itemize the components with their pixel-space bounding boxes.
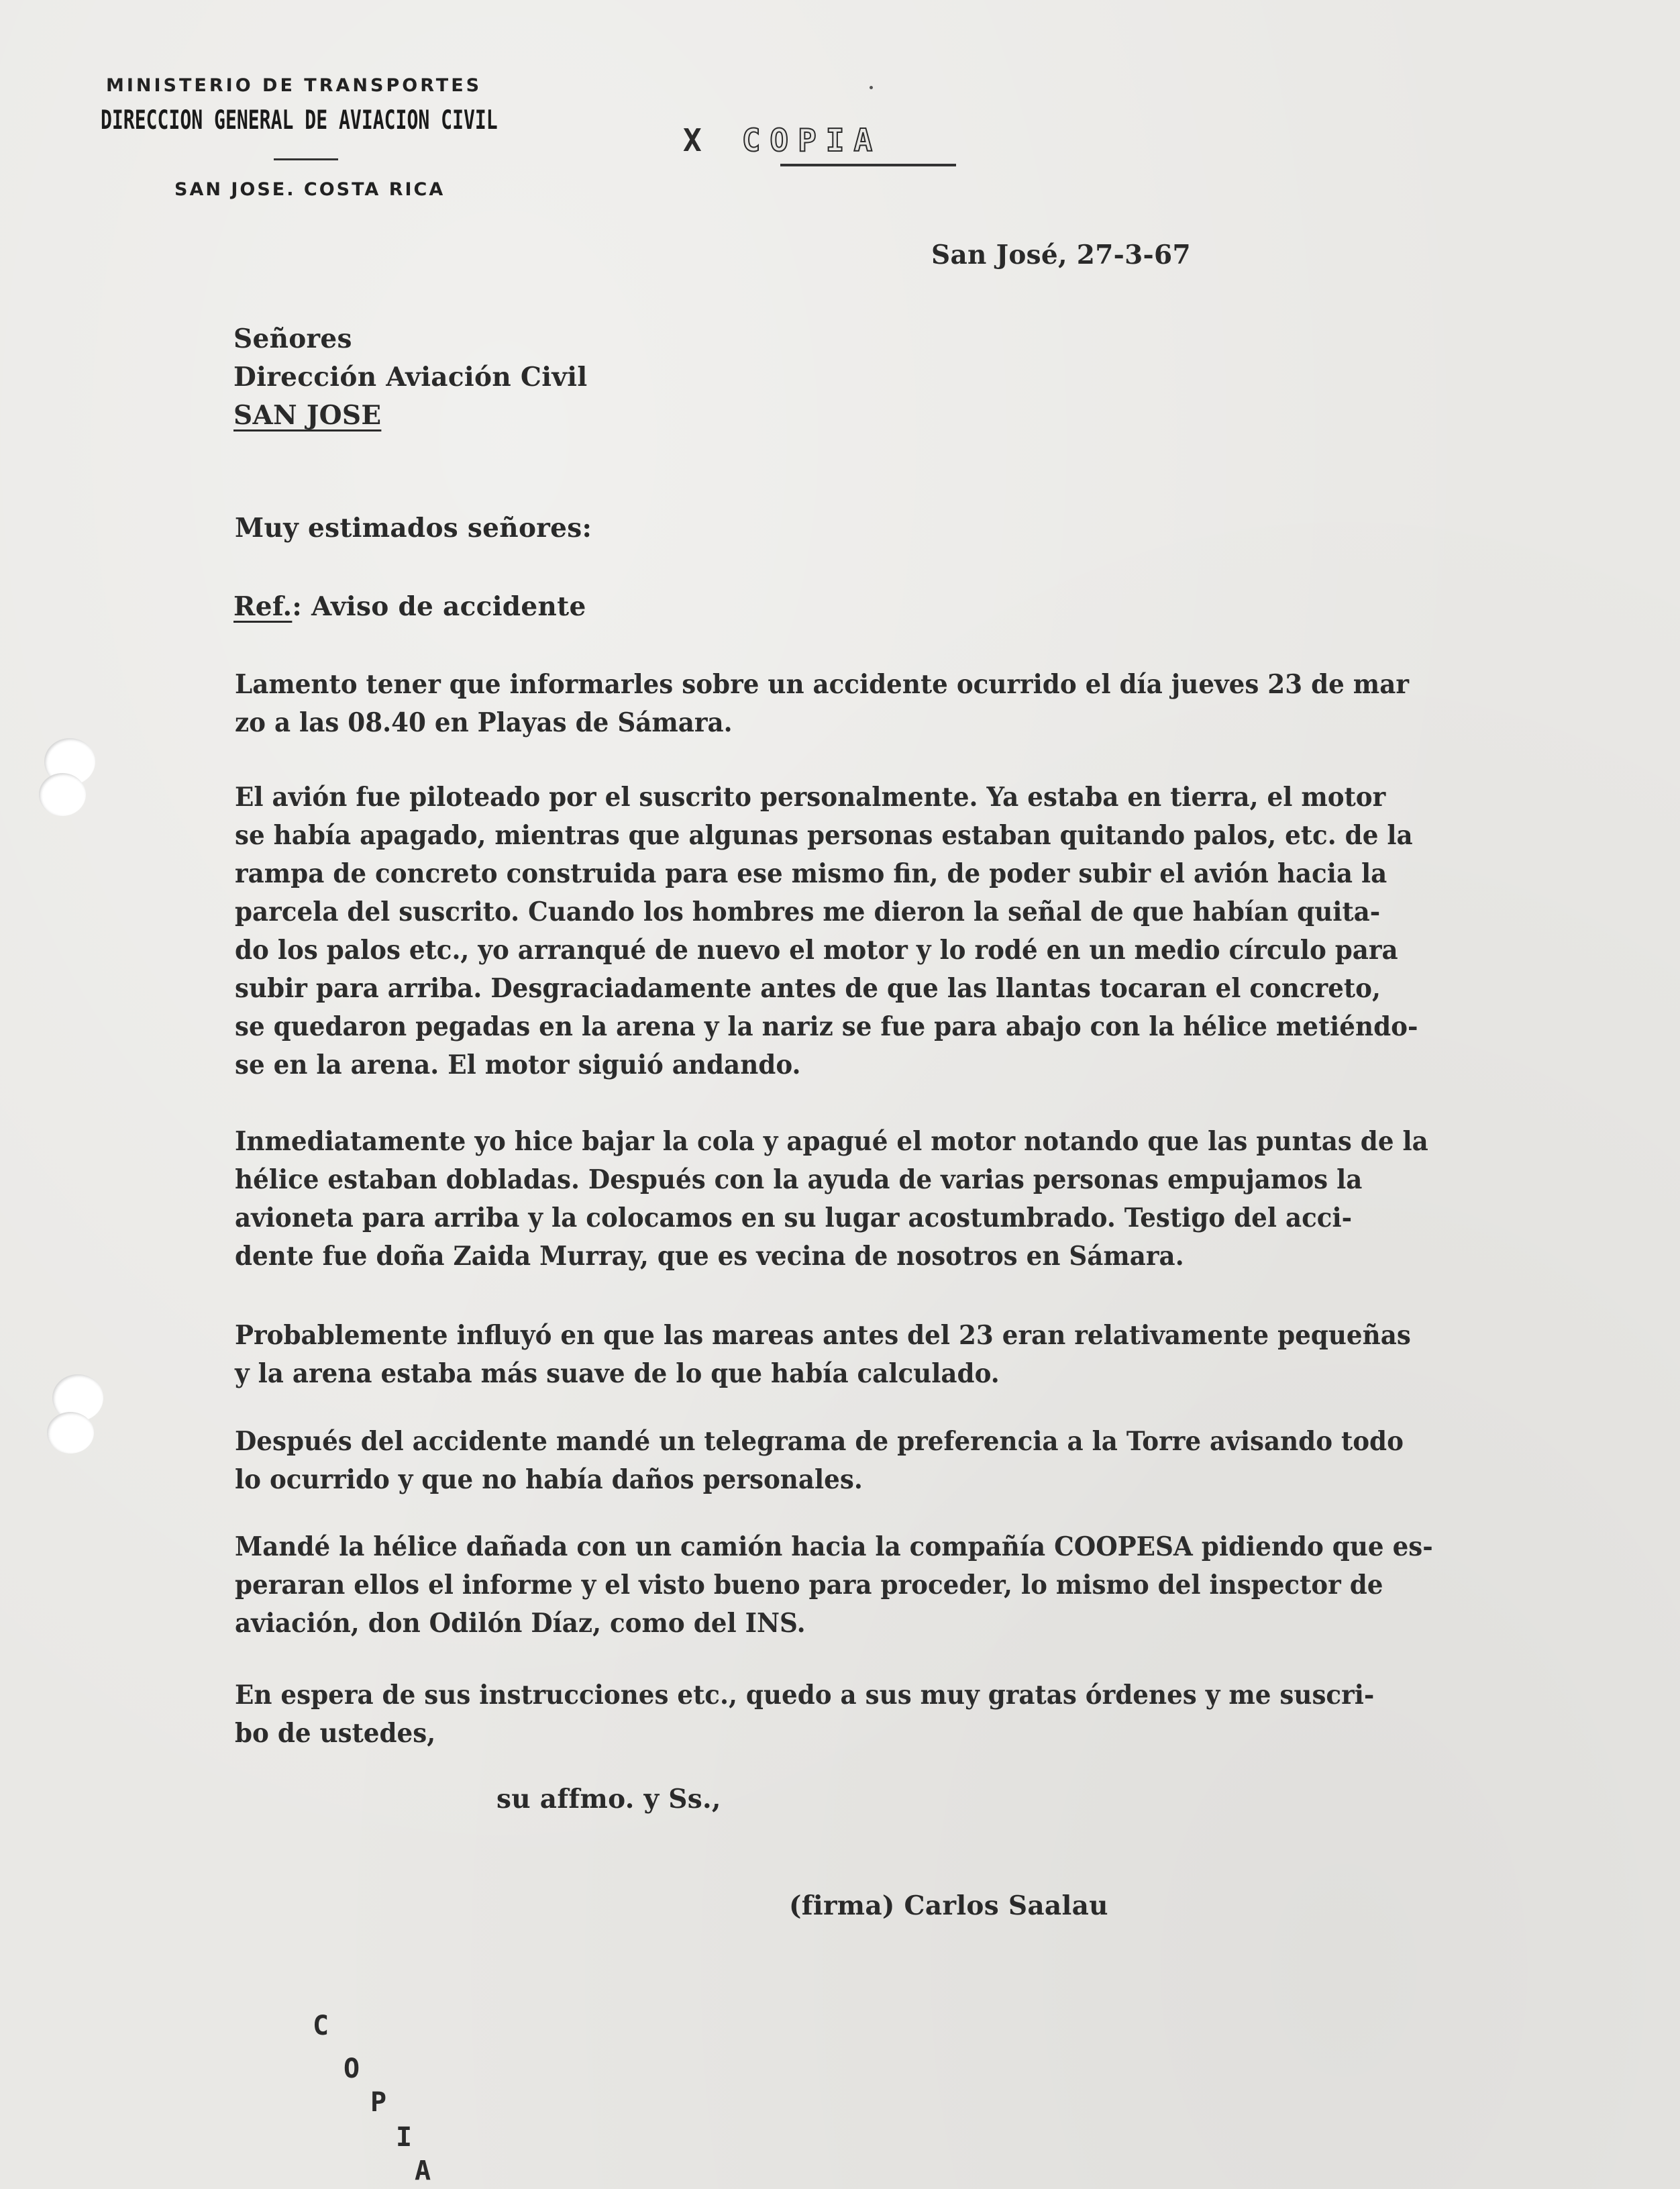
paragraph-line: rampa de concreto construida para ese mismo fin, de poder subir el avión hacia la (235, 858, 1387, 889)
paragraph-line: se en la arena. El motor siguió andando. (235, 1050, 801, 1080)
vertical-copy-letter: I (396, 2122, 413, 2153)
paragraph-line: Inmediatamente yo hice bajar la cola y apagué el motor notando que las puntas de la (235, 1126, 1428, 1157)
paragraph-1 (235, 666, 1510, 742)
paragraph-6 (235, 1528, 1510, 1643)
copy-stamp (683, 122, 882, 158)
paragraph-line: El avión fue piloteado por el suscrito personalmente. Ya estaba en tierra, el motor (235, 782, 1386, 813)
vertical-copy-letter: C (313, 2010, 329, 2041)
addressee-line-2: Dirección Aviación Civil (233, 362, 588, 393)
reference-text: : Aviso de accidente (292, 591, 586, 622)
letterhead-city: SAN JOSE. COSTA RICA (174, 179, 445, 200)
addressee-line-1: Señores (233, 323, 352, 354)
reference-label: Ref. (233, 591, 293, 622)
paragraph-5 (235, 1423, 1510, 1499)
paragraph-line: hélice estaban dobladas. Después con la ayuda de varias personas empujamos la (235, 1164, 1363, 1195)
closing: su affmo. y Ss., (496, 1784, 721, 1815)
copy-stamp-word: COPIA (741, 122, 882, 158)
paragraph-line: do los palos etc., yo arranqué de nuevo el motor y lo rodé en un medio círculo para (235, 935, 1398, 966)
paragraph-line: En espera de sus instrucciones etc., quedo a sus muy gratas órdenes y me suscri- (235, 1680, 1375, 1711)
paragraph-line: zo a las 08.40 en Playas de Sámara. (235, 707, 733, 738)
paragraph-2 (235, 778, 1510, 1084)
paragraph-7 (235, 1676, 1510, 1753)
paragraph-4 (235, 1317, 1510, 1393)
paper-speck (870, 86, 873, 89)
paragraph-line: se quedaron pegadas en la arena y la nariz se fue para abajo con la hélice metiéndo- (235, 1011, 1418, 1042)
vertical-copy-letter: A (415, 2155, 431, 2186)
vertical-copy-letter: P (370, 2087, 387, 2118)
paragraph-3 (235, 1123, 1510, 1276)
punch-hole-bottom-lower (47, 1412, 94, 1454)
copy-stamp-underline (780, 164, 956, 166)
paragraph-line: se había apagado, mientras que algunas personas estaban quitando palos, etc. de la (235, 820, 1413, 851)
copy-stamp-x: X (683, 122, 708, 158)
letterhead-direction: DIRECCION GENERAL DE AVIACION CIVIL (101, 105, 498, 136)
paragraph-line: Lamento tener que informarles sobre un accidente ocurrido el día jueves 23 de mar (235, 669, 1409, 700)
signature: (firma) Carlos Saalau (789, 1890, 1108, 1921)
letter-date: San José, 27-3-67 (931, 240, 1191, 270)
letterhead-ministry: MINISTERIO DE TRANSPORTES (106, 75, 482, 96)
paragraph-line: y la arena estaba más suave de lo que había calculado. (235, 1358, 1000, 1389)
paragraph-line: Probablemente influyó en que las mareas antes del 23 eran relativamente pequeñas (235, 1320, 1411, 1351)
paragraph-line: lo ocurrido y que no había daños personales. (235, 1464, 863, 1495)
paragraph-line: parcela del suscrito. Cuando los hombres me dieron la señal de que habían quita- (235, 897, 1381, 927)
addressee-block (233, 320, 588, 435)
punch-hole-top-lower (39, 773, 86, 816)
reference-line (233, 591, 586, 622)
paragraph-line: aviación, don Odilón Díaz, como del INS. (235, 1608, 806, 1639)
paragraph-line: dente fue doña Zaida Murray, que es vecina de nosotros en Sámara. (235, 1241, 1184, 1272)
paragraph-line: peraran ellos el informe y el visto bueno para proceder, lo mismo del inspector de (235, 1570, 1383, 1600)
letterhead-divider (274, 158, 338, 160)
addressee-city: SAN JOSE (233, 400, 382, 431)
letterhead (101, 75, 517, 200)
paragraph-line: Después del accidente mandé un telegrama de preferencia a la Torre avisando todo (235, 1426, 1404, 1457)
vertical-copy-letter: O (344, 2053, 360, 2084)
paragraph-line: avioneta para arriba y la colocamos en su lugar acostumbrado. Testigo del acci- (235, 1203, 1353, 1233)
paragraph-line: bo de ustedes, (235, 1718, 436, 1749)
paragraph-line: subir para arriba. Desgraciadamente antes de que las llantas tocaran el concreto, (235, 973, 1381, 1004)
paragraph-line: Mandé la hélice dañada con un camión hacia la compañía COOPESA pidiendo que es- (235, 1531, 1433, 1562)
salutation: Muy estimados señores: (235, 513, 592, 544)
